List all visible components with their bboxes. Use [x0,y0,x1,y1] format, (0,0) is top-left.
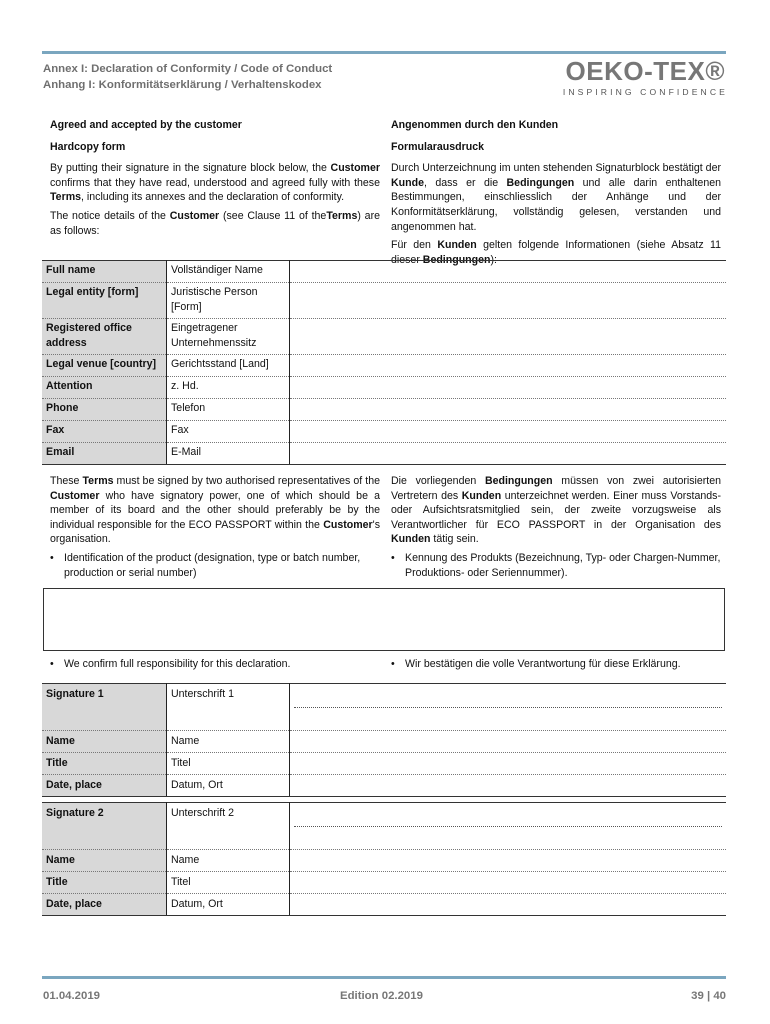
table-row [42,850,726,872]
label-en: Legal entity [form] [42,283,167,319]
full-name-field[interactable] [290,261,727,283]
attention-field[interactable] [290,377,727,399]
table-row [42,803,726,850]
intro-subheading: Hardcopy form [50,140,126,153]
title-german: Anhang I: Konformitätserklärung / Verhaltenskodex [43,78,322,91]
intro-paragraph-2: The notice details of the Customer (see Clause 11 of theTerms) are as follows: [50,210,380,237]
signature-block-2 [42,802,726,916]
intro-subheading: Formularausdruck [391,140,485,153]
label-de: Unterschrift 2 [167,803,290,850]
bullet-icon: • [50,552,54,565]
table-row [42,443,726,465]
confirm-statement: We confirm full responsibility for this declaration. [64,658,291,670]
name-1-field[interactable] [290,731,727,753]
oeko-tex-logo [562,56,728,99]
table-row [42,753,726,775]
label-de: Name [167,731,290,753]
label-de: Eingetragener Unternehmenssitz [167,319,290,355]
signature-line [294,826,722,827]
label-en: Email [42,443,167,465]
email-field[interactable] [290,443,727,465]
bullet-icon: • [50,658,54,670]
table-row [42,377,726,399]
registered-office-field[interactable] [290,319,727,355]
label-en: Attention [42,377,167,399]
customer-details-table [42,260,726,465]
table-row [42,283,726,319]
label-de: Titel [167,753,290,775]
legal-entity-field[interactable] [290,283,727,319]
list-item [391,657,721,672]
date-place-1-field[interactable] [290,775,727,797]
footer-edition: Edition 02.2019 [340,990,423,1002]
label-en: Date, place [42,894,167,916]
signing-paragraph: These Terms must be signed by two authorised representatives of the Customer who have signatory power, one of which should be a member of its board and the other should preferably be by the individual responsible for the ECO PASSPORT within the Customer's organisation. [50,475,380,546]
label-de: Titel [167,872,290,894]
intro-paragraph-2: Für den Kunden gelten folgende Informationen (siehe Absatz 11 dieser Bedingungen): [391,239,721,266]
confirm-english [50,657,380,672]
label-de: z. Hd. [167,377,290,399]
table-row [42,319,726,355]
table-row [42,731,726,753]
label-en: Name [42,850,167,872]
label-en: Name [42,731,167,753]
label-en: Signature 1 [42,684,167,731]
product-id-label: Kennung des Produkts (Bezeichnung, Typ- oder Chargen-Nummer, Produktions- oder Seriennummer). [405,552,721,579]
intro-english [50,118,380,242]
list-item [391,551,721,580]
label-de: Gerichtsstand [Land] [167,355,290,377]
table-row [42,355,726,377]
legal-venue-field[interactable] [290,355,727,377]
label-de: Name [167,850,290,872]
table-row [42,894,726,916]
intro-german [391,118,721,271]
list-item [50,551,380,580]
label-en: Signature 2 [42,803,167,850]
label-de: Telefon [167,399,290,421]
table-row [42,261,726,283]
label-de: E-Mail [167,443,290,465]
label-de: Vollständiger Name [167,261,290,283]
fax-field[interactable] [290,421,727,443]
confirm-statement: Wir bestätigen die volle Verantwortung für diese Erklärung. [405,658,681,670]
table-row [42,775,726,797]
document-title [43,62,332,93]
signing-german [391,474,721,580]
signature-line [294,707,722,708]
label-de: Juristische Person [Form] [167,283,290,319]
list-item [50,657,380,672]
signature-2-field[interactable] [290,803,727,850]
label-en: Phone [42,399,167,421]
table-row [42,684,726,731]
label-en: Fax [42,421,167,443]
label-en: Title [42,753,167,775]
logo-wordmark: OEKO-TEX® [565,56,725,86]
footer-date: 01.04.2019 [43,990,101,1002]
footer-rule [42,976,726,979]
title-english: Annex I: Declaration of Conformity / Code of Conduct [43,63,333,75]
intro-heading: Agreed and accepted by the customer [50,119,242,131]
table-row [42,872,726,894]
title-1-field[interactable] [290,753,727,775]
product-id-label: Identification of the product (designation, type or batch number, production or serial number) [64,552,361,579]
label-de: Unterschrift 1 [167,684,290,731]
label-de: Fax [167,421,290,443]
name-2-field[interactable] [290,850,727,872]
intro-paragraph-1: Durch Unterzeichnung im unten stehenden Signaturblock bestätigt der Kunde, dass er die Bedingungen und alle darin enthaltenen Bestimmungen, einschliesslich der Anhänge und der Konformitätserklärung, vollständig gelesen, verstanden und angenommen hat. [391,162,721,233]
signing-paragraph: Die vorliegenden Bedingungen müssen von zwei autorisierten Vertretern des Kunden unterzeichnet werden. Einer muss Vorstands- oder Aufsichtsratsmitglied sein, der zweite vorzugsweise als Verantwortlicher für ECO PASSPORT in der Organisation des Kunden tätig sein. [391,475,722,546]
label-en: Registered office address [42,319,167,355]
bullet-icon: • [391,552,395,565]
table-row [42,399,726,421]
product-identification-field[interactable] [43,588,725,651]
label-en: Date, place [42,775,167,797]
label-en: Full name [42,261,167,283]
page-number: 39 | 40 [691,990,726,1002]
confirm-german [391,657,721,672]
label-en: Title [42,872,167,894]
title-2-field[interactable] [290,872,727,894]
signature-1-field[interactable] [290,684,727,731]
label-en: Legal venue [country] [42,355,167,377]
label-de: Datum, Ort [167,775,290,797]
intro-paragraph-1: By putting their signature in the signature block below, the Customer confirms that they have read, understood and agreed fully with these Terms, including its annexes and the declaration of conformity. [50,162,380,204]
header-rule [42,51,726,54]
bullet-icon: • [391,658,395,670]
logo-tagline: INSPIRING CONFIDENCE [562,87,728,97]
table-row [42,421,726,443]
label-de: Datum, Ort [167,894,290,916]
date-place-2-field[interactable] [290,894,727,916]
phone-field[interactable] [290,399,727,421]
signature-block-1 [42,683,726,797]
intro-heading: Angenommen durch den Kunden [391,119,559,131]
signing-english [50,474,380,580]
